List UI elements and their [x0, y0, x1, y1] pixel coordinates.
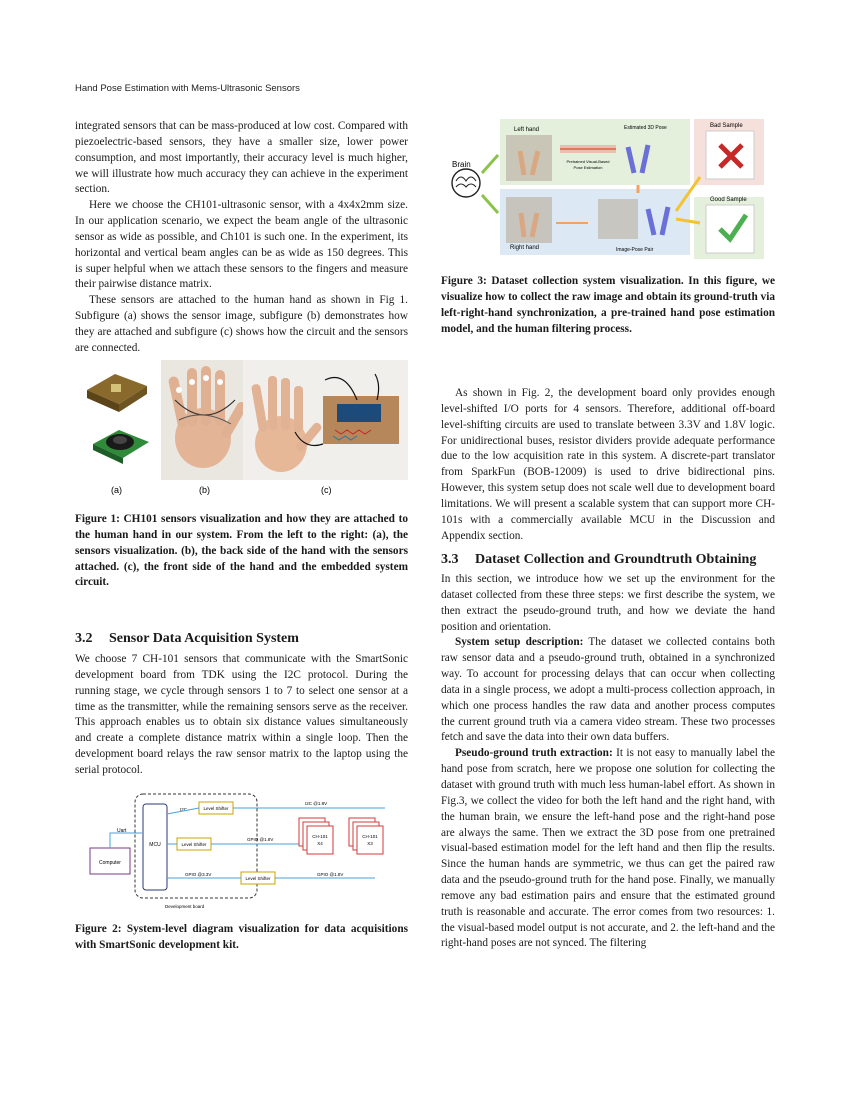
- gpio-1-8v-label: GPIO @1.8V: [317, 872, 344, 877]
- figure-1-caption: Figure 1: CH101 sensors visualization and how they are attached to the human hand in our system. From the left to the right: (a), the sensors visualization. (b), the back side of the hand with the sensors attached. (c), the front side of the hand and the embedded system circuit.: [75, 513, 408, 589]
- figure-1: [75, 360, 408, 500]
- gpio-3-3v-label: GPIO @3.3V: [185, 872, 212, 877]
- paragraph: As shown in Fig. 2, the development board only provides enough level-shifted I/O ports for 4 sensors. Therefore, additional off-board level-shifting circuits are used to translate between 3.3V and 1.8V logic. For unidirectional buses, resistor dividers provide adequate performance due to the low acquisition rate in this system. A discrete-part translator from SparkFun (BOB-12009) is used to drive bidirectional pins. However, this system setup does not scale well due to development board limitations. We will present a scalable system that can support more CH-101s with a commercially available MCU in the Discussion and Appendix section.: [441, 387, 775, 542]
- figure-3-caption: Figure 3: Dataset collection system visualization. In this figure, we visualize how to collect the raw image and obtain its ground-truth via left-right-hand synchronization, a pre-trained hand pose estimation model, and the human filtering process.: [441, 275, 775, 335]
- good-sample-label: Good Sample: [710, 197, 747, 203]
- section-3-3: [441, 551, 775, 952]
- section-3-2: [75, 630, 408, 779]
- computer-label: Computer: [99, 860, 121, 866]
- i2c-1-8v-label: I2C @1.8V: [305, 801, 328, 806]
- dev-board-label: Development board: [165, 904, 205, 909]
- bad-sample-label: Bad Sample: [710, 123, 743, 129]
- right-column-para: [441, 386, 775, 544]
- paragraph: Here we choose the CH101-ultrasonic sensor, with a 4x4x2mm size. In our application scenario, we expect the beam angle of the ultrasonic sensor as wide as possible, and Ch101 is such one. In the experiment, its horizontal and vertical beam angles can be as wide as 150 degrees. This is super helpful when we attach these sensors to the fingers and measure their pairwise distance matrix.: [75, 199, 408, 291]
- left-column-top: [75, 119, 408, 357]
- svg-text:Pose Estimation: Pose Estimation: [573, 165, 603, 170]
- svg-text:X3: X3: [367, 841, 373, 846]
- figure-2: [85, 788, 405, 913]
- paragraph: In this section, we introduce how we set up the environment for the dataset collected from these three steps: we first describe the system, we then extract the pseudo-ground truth, and how we deviate the hand position and orientation.: [441, 573, 775, 633]
- subfig-label-a: (a): [111, 485, 122, 495]
- section-heading: 3.2 Sensor Data Acquisition System: [75, 631, 299, 646]
- pretrained-model-label: Pretrained Visual-Based: [566, 159, 610, 164]
- ch101-x4-label: CH-101: [312, 834, 328, 839]
- section-heading: 3.3 Dataset Collection and Groundtruth Obtaining: [441, 552, 757, 567]
- level-shifter-label: Level Shifter: [245, 876, 271, 881]
- ch101-x3-label: CH-101: [362, 834, 378, 839]
- figure-3: [448, 115, 768, 265]
- right-hand-photo: [506, 197, 552, 243]
- system-diagram: [85, 788, 405, 913]
- left-hand-photo: [506, 135, 552, 181]
- figure-1-image: [75, 360, 408, 500]
- figure-2-caption: Figure 2: System-level diagram visualization for data acquisitions with SmartSonic development kit.: [75, 923, 408, 951]
- brain-icon: [452, 169, 480, 197]
- gpio-1-8v-label: GPIO @1.8V: [247, 837, 274, 842]
- left-hand-label: Left hand: [514, 127, 540, 133]
- paragraph: System setup description: The dataset we collected contains both raw sensor data and a pseudo-ground truth, obtained in a synchronized way. To account for processing delays that can occur when collecting data in a single process, we adopt a multi-process collection approach, in which one process handles the raw data and another process computes the current ground truth via a camera video stream. These two processes fetch and save the data into their own data buffers.: [441, 636, 776, 744]
- subfig-label-b: (b): [199, 485, 210, 495]
- brain-label: Brain: [452, 160, 471, 169]
- right-hand-label: Right hand: [510, 245, 540, 251]
- level-shifter-label: Level Shifter: [203, 806, 229, 811]
- running-header: Hand Pose Estimation with Mems-Ultrasonic Sensors: [75, 83, 300, 94]
- mcu-label: MCU: [149, 842, 161, 848]
- subfig-label-c: (c): [321, 485, 332, 495]
- image-pose-pair-label: Image-Pose Pair: [616, 247, 654, 253]
- paragraph: Pseudo-ground truth extraction: It is not easy to manually label the hand pose from scratch, here we propose one solution for collecting the dataset with ground truth with much less human-label effort. As shown in Fig.3, we collect the video for both the left hand and the right hand, with the human brain, we ensure the left-hand pose and the right-hand pose are always the same. Then we extract the 3D pose from one pretrained visual-based estimation model for the left hand and then flip the results. Since the human hands are symmetric, we thus can get the paired raw data and the pseudo-ground truth for the hand pose. Finally, we manually remove any bad estimation pairs and ensure that the estimated ground truth is reasonable and accurate. The error comes from two resources: 1. the visual-based model output is not accurate, and 2. the left-hand and the right-hand poses are not synced. The filtering: [441, 747, 775, 950]
- level-shifter-label: Level Shifter: [181, 842, 207, 847]
- dataset-collection-diagram: [448, 115, 768, 265]
- paragraph: integrated sensors that can be mass-produced at low cost. Compared with piezoelectric-based sensors, they have a smaller size, lower power consumption, and most importantly, their accuracy level is much higher, we will illustrate how much accuracy they can achieve in the experiment section.: [75, 120, 408, 196]
- uart-label: Uart: [117, 828, 127, 834]
- svg-text:X4: X4: [317, 841, 323, 846]
- paragraph: These sensors are attached to the human hand as shown in Fig 1. Subfigure (a) shows the sensor image, subfigure (b) demonstrates how they are attached and subfigure (c) shows how the circuit and the sensors are connected.: [75, 294, 408, 354]
- i2c-label: I2C: [180, 807, 188, 812]
- estimated-3d-pose-label: Estimated 3D Pose: [624, 125, 667, 131]
- paragraph: We choose 7 CH-101 sensors that communicate with the SmartSonic development board from TDK using the I2C protocol. During the running stage, we cycle through sensors 1 to 7 to select one sensor at a time as the transmitter, while the remaining sensors serve as the receiver. This approach enables us to obtain six distance values simultaneously and create a complete distance matrix within a single loop. Then the development board relays the raw sensor matrix to the laptop using the serial protocol.: [75, 653, 408, 776]
